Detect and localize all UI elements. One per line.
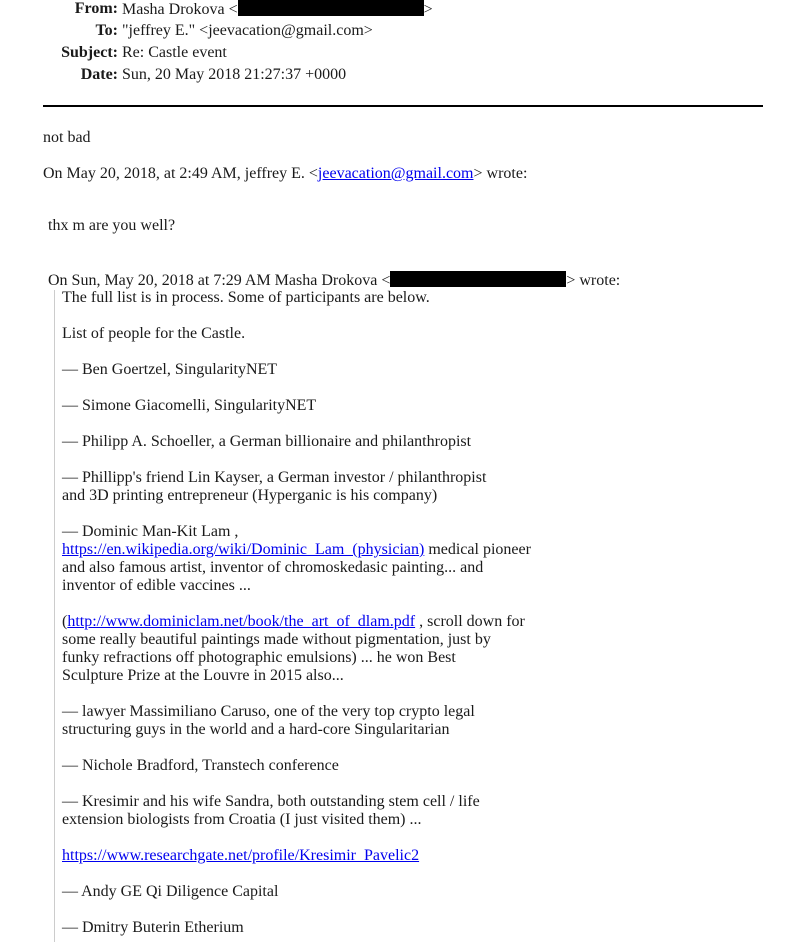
to-label: To: (95, 22, 118, 39)
reply-text: not bad (43, 129, 91, 146)
email-link[interactable]: jeevacation@gmail.com (317, 165, 474, 182)
attribution-2-post: > wrote: (566, 272, 621, 289)
quoted-line (62, 847, 419, 865)
from-name: Masha Drokova < (122, 1, 238, 18)
from-value (122, 0, 433, 19)
quoted-line: extension biologists from Croatia (I just visited them) ... (62, 811, 422, 828)
date-label-box (0, 66, 118, 88)
wikipedia-link[interactable]: https://en.wikipedia.org/wiki/Dominic_Lam_(physician) (62, 541, 425, 558)
quoted-line: — lawyer Massimiliano Caruso, one of the very top crypto legal (62, 703, 475, 720)
quoted-line: The full list is in process. Some of participants are below. (62, 289, 430, 306)
header-subject-row (0, 44, 430, 66)
quoted-line: — Phillipp's friend Lin Kayser, a German investor / philanthropist (62, 469, 487, 486)
from-label: From: (74, 0, 118, 17)
subject-label-box (0, 44, 118, 66)
quoted-line-rest: medical pioneer (424, 541, 531, 558)
redaction-bar (390, 271, 566, 287)
to-value: "jeffrey E." <jeevacation@gmail.com> (122, 22, 373, 39)
quoted-line: funky refractions off photographic emulsions) ... he won Best (62, 649, 456, 666)
quote-bar (54, 290, 55, 942)
date-value: Sun, 20 May 2018 21:27:37 +0000 (122, 66, 347, 83)
researchgate-link[interactable]: https://www.researchgate.net/profile/Kresimir_Pavelic2 (62, 847, 420, 864)
quoted-line: — Philipp A. Schoeller, a German billionaire and philanthropist (62, 433, 472, 450)
quoted-line: some really beautiful paintings made without pigmentation, just by (62, 631, 491, 648)
paren-open: ( (62, 613, 68, 630)
attribution-2 (48, 271, 620, 290)
subject-value: Re: Castle event (122, 44, 227, 61)
quoted-line: and 3D printing entrepreneur (Hyperganic is his company) (62, 487, 438, 504)
quoted-line: — Ben Goertzel, SingularityNET (62, 361, 278, 378)
quoted-line-rest: , scroll down for (415, 613, 525, 630)
header-to-row (0, 22, 430, 44)
quoted-line: — Nichole Bradford, Transtech conference (62, 757, 339, 774)
header-divider (43, 105, 763, 107)
from-close: > (423, 1, 433, 18)
pdf-link[interactable]: http://www.dominiclam.net/book/the_art_of_dlam.pdf (67, 613, 416, 630)
attribution-2-pre: On Sun, May 20, 2018 at 7:29 AM Masha Drokova < (48, 272, 391, 289)
to-label-box (0, 22, 118, 44)
attribution-1 (43, 165, 527, 183)
header-date-row (0, 66, 430, 88)
quoted-line: — Dominic Man-Kit Lam , (62, 523, 239, 540)
quoted-line (62, 541, 531, 559)
quoted-line: — Dmitry Buterin Etherium (62, 919, 244, 936)
attribution-1-post: > wrote: (473, 165, 528, 182)
date-label: Date: (80, 66, 118, 83)
quoted-line: — Andy GE Qi Diligence Capital (62, 883, 279, 900)
attribution-1-pre: On May 20, 2018, at 2:49 AM, jeffrey E. < (43, 165, 318, 182)
quoted-line: — Simone Giacomelli, SingularityNET (62, 397, 317, 414)
header-from-row (0, 0, 433, 22)
redaction-bar (238, 0, 424, 16)
subject-label: Subject: (61, 44, 118, 61)
quoted-line: inventor of edible vaccines ... (62, 577, 251, 594)
quoted-line: List of people for the Castle. (62, 325, 246, 342)
quoted-line: structuring guys in the world and a hard-core Singularitarian (62, 721, 450, 738)
from-label-box (0, 0, 118, 22)
quoted-line: Sculpture Prize at the Louvre in 2015 also... (62, 667, 344, 684)
quoted-line: — Kresimir and his wife Sandra, both outstanding stem cell / life (62, 793, 480, 810)
quoted-line: and also famous artist, inventor of chromoskedasic painting... and (62, 559, 484, 576)
reply-2-text: thx m are you well? (48, 217, 176, 234)
quoted-line (62, 613, 525, 631)
